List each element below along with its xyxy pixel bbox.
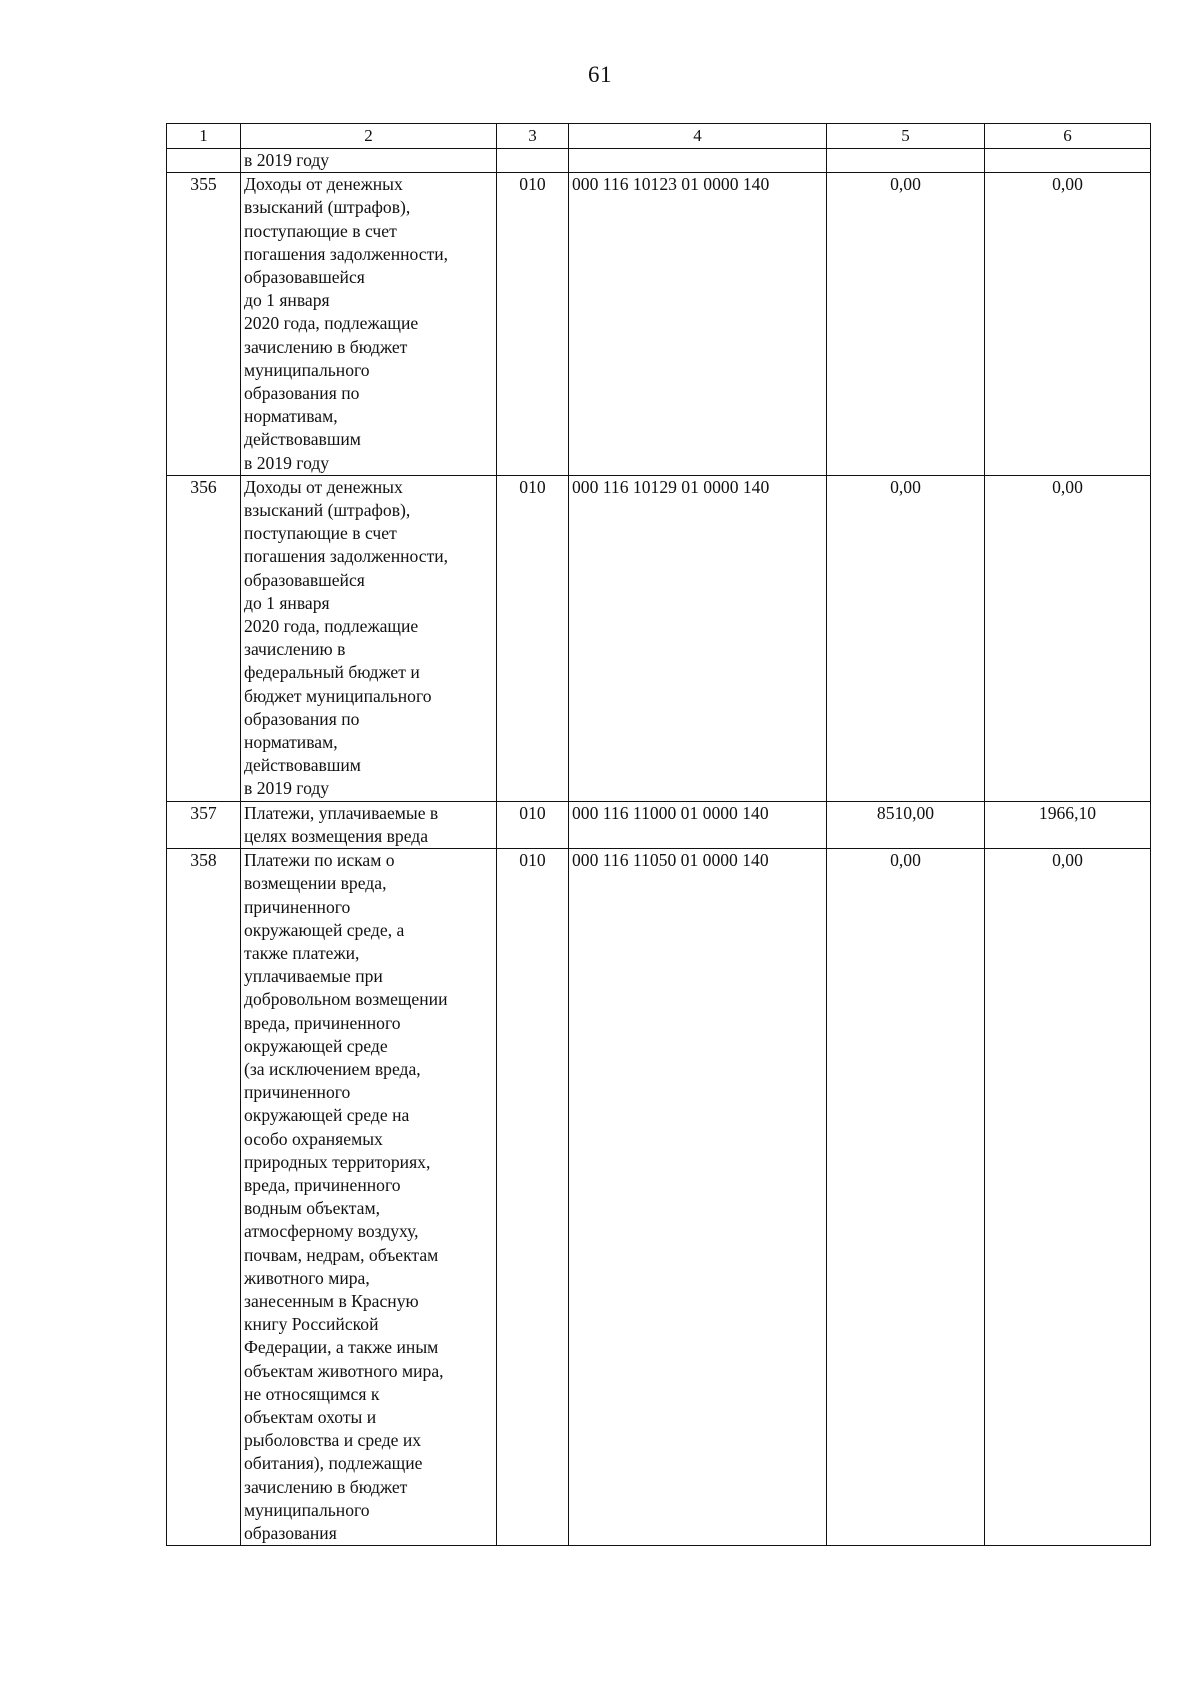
column-header: 6 bbox=[985, 124, 1151, 149]
row-number: 358 bbox=[167, 849, 241, 1546]
row-code bbox=[569, 149, 827, 173]
table-header-row bbox=[167, 124, 1151, 149]
row-col3: 010 bbox=[497, 173, 569, 476]
row-code: 000 116 11050 01 0000 140 bbox=[569, 849, 827, 1546]
row-code: 000 116 10123 01 0000 140 bbox=[569, 173, 827, 476]
row-col5: 0,00 bbox=[827, 173, 985, 476]
row-code: 000 116 11000 01 0000 140 bbox=[569, 801, 827, 848]
row-col3: 010 bbox=[497, 475, 569, 801]
row-col3: 010 bbox=[497, 801, 569, 848]
table-row bbox=[167, 173, 1151, 476]
row-code: 000 116 10129 01 0000 140 bbox=[569, 475, 827, 801]
row-name: Платежи по искам о возмещении вреда, причиненного окружающей среде, а также платежи, уплачиваемые при добровольном возмещении вреда, причиненного окружающей среде (за исключением вреда, причиненного окружающей среде на особо охраняемых природных территориях, вреда, причиненного водным объектам, атмосферному воздуху, почвам, недрам, объектам животного мира, занесенным в Красную книгу Российской Федерации, а также иным объектам животного мира, не относящимся к объектам охоты и рыболовства и среде их обитания), подлежащие зачислению в бюджет муниципального образования bbox=[241, 849, 497, 1546]
page-number: 61 bbox=[588, 62, 612, 87]
table-row bbox=[167, 149, 1151, 173]
table-row bbox=[167, 849, 1151, 1546]
table-row bbox=[167, 801, 1151, 848]
row-name: Доходы от денежных взысканий (штрафов), поступающие в счет погашения задолженности, образовавшейся до 1 января 2020 года, подлежащие зачислению в федеральный бюджет и бюджет муниципального образования по нормативам, действовавшим в 2019 году bbox=[241, 475, 497, 801]
column-header: 2 bbox=[241, 124, 497, 149]
row-number bbox=[167, 149, 241, 173]
row-name: Платежи, уплачиваемые в целях возмещения вреда bbox=[241, 801, 497, 848]
row-col6: 0,00 bbox=[985, 475, 1151, 801]
row-col5: 0,00 bbox=[827, 849, 985, 1546]
column-header: 5 bbox=[827, 124, 985, 149]
row-col3: 010 bbox=[497, 849, 569, 1546]
row-col6: 0,00 bbox=[985, 173, 1151, 476]
row-number: 355 bbox=[167, 173, 241, 476]
row-col5 bbox=[827, 149, 985, 173]
row-col6: 0,00 bbox=[985, 849, 1151, 1546]
row-name: Доходы от денежных взысканий (штрафов), поступающие в счет погашения задолженности, образовавшейся до 1 января 2020 года, подлежащие зачислению в бюджет муниципального образования по нормативам, действовавшим в 2019 году bbox=[241, 173, 497, 476]
column-header: 4 bbox=[569, 124, 827, 149]
revenue-table bbox=[166, 123, 1151, 1546]
column-header: 3 bbox=[497, 124, 569, 149]
row-col5: 0,00 bbox=[827, 475, 985, 801]
row-col6 bbox=[985, 149, 1151, 173]
row-number: 357 bbox=[167, 801, 241, 848]
row-number: 356 bbox=[167, 475, 241, 801]
table-row bbox=[167, 475, 1151, 801]
column-header: 1 bbox=[167, 124, 241, 149]
row-col3 bbox=[497, 149, 569, 173]
row-col5: 8510,00 bbox=[827, 801, 985, 848]
row-col6: 1966,10 bbox=[985, 801, 1151, 848]
row-name: в 2019 году bbox=[241, 149, 497, 173]
